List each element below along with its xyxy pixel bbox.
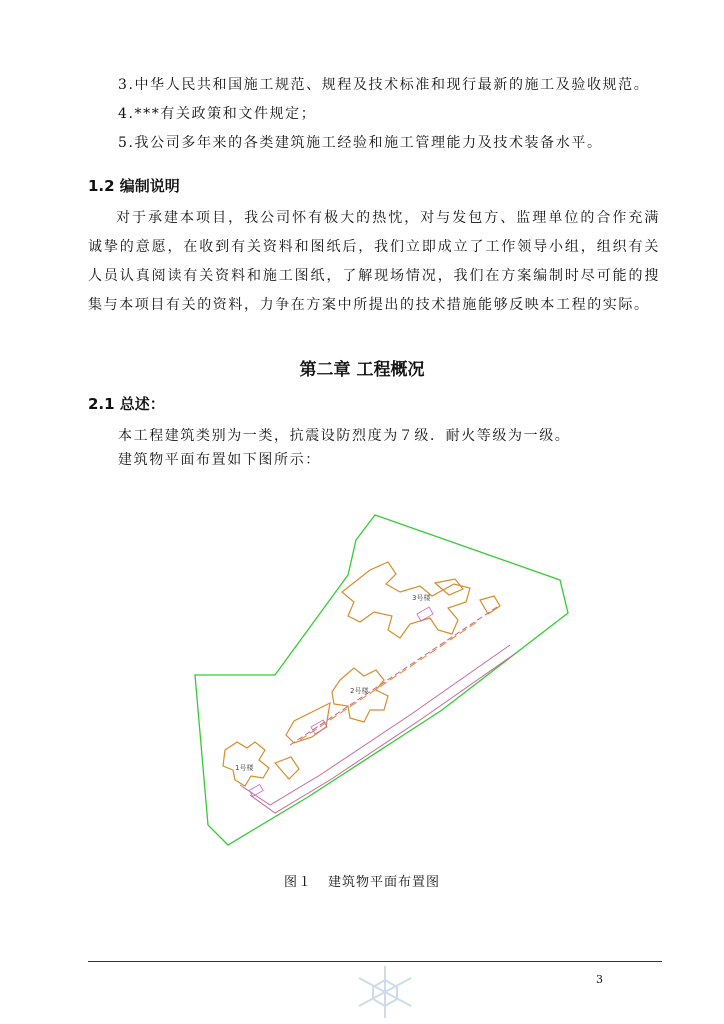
chapter-title: 第二章 工程概况	[299, 360, 425, 380]
section-heading-2-1: 2.1 总述：	[88, 395, 165, 413]
basis-item-5: 5.我公司多年来的各类建筑施工经验和施工管理能力及技术装备水平。	[118, 135, 603, 151]
section-heading-1-2: 1.2 编制说明	[88, 177, 180, 195]
figure-number: 图１	[283, 875, 312, 890]
building-1-label: 1号楼	[235, 764, 254, 772]
section-1-2-paragraph: 对于承建本项目，我公司怀有极大的热忱，对与发包方、监理单位的合作充满诚挚的意愿，在收到有关资料和图纸后，我们立即成立了工作领导小组，组织有关人员认真阅读有关资料和施工图纸，了解现场情况，我们在方案编制时尽可能的搜集与本项目有关的资料，力争在方案中所提出的技术措施能够反映本工程的实际。	[88, 210, 660, 313]
building-2	[286, 668, 388, 743]
basis-item-3: 3.中华人民共和国施工规范、规程及技术标准和现行最新的施工及验收规范。	[118, 77, 650, 93]
auxiliary-structures	[249, 607, 433, 796]
overview-line-1: 本工程建筑类别为一类，抗震设防烈度为７级．耐火等级为一级。	[118, 428, 571, 444]
basis-item-4: 4.***有关政策和文件规定；	[118, 106, 317, 122]
figure-caption	[0, 871, 724, 890]
road-lines	[240, 605, 516, 813]
figure-caption-text: 建筑物平面布置图	[328, 875, 441, 890]
overview-line-2: 建筑物平面布置如下图所示：	[118, 452, 321, 468]
building-2-label: 2号楼	[350, 687, 369, 695]
snowflake-watermark-icon	[345, 962, 425, 1022]
page-number: 3	[596, 973, 603, 986]
building-3-label: 3号楼	[412, 594, 431, 602]
site-plan-figure	[180, 505, 580, 850]
